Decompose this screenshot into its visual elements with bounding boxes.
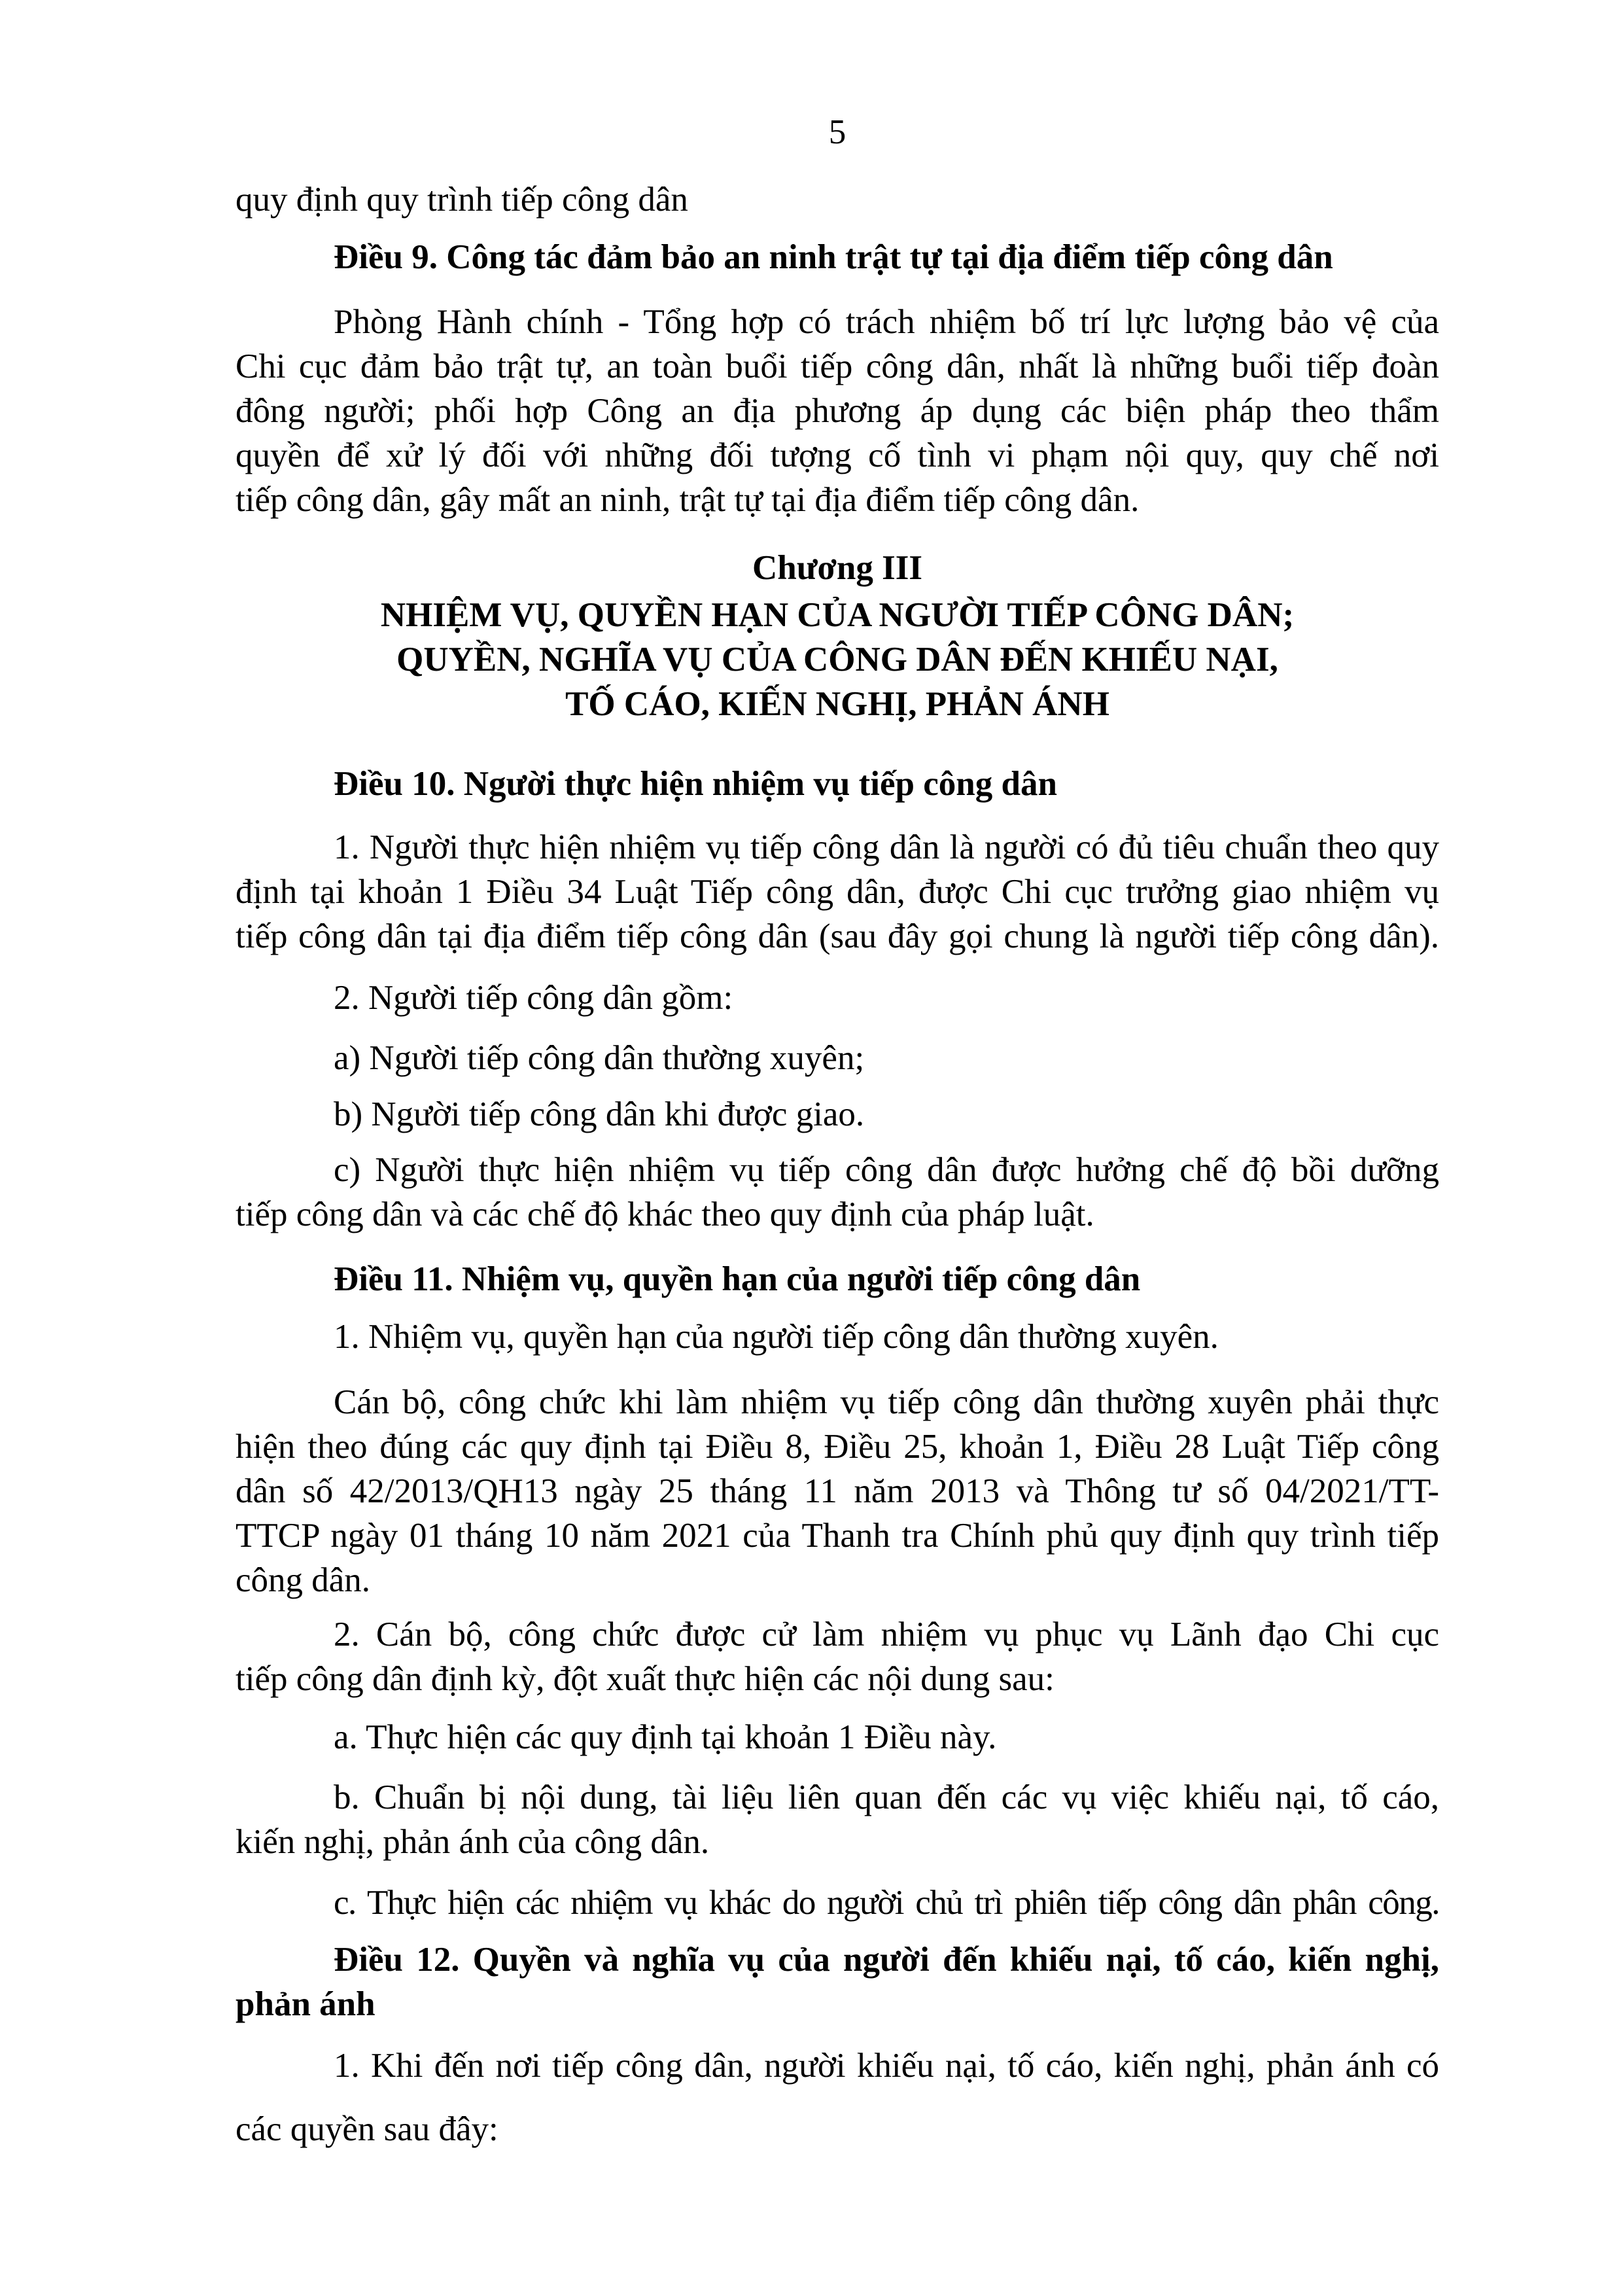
chapter-label: Chương III [752, 549, 922, 587]
paragraph-line: 1. Người thực hiện nhiệm vụ tiếp công dân là người có đủ tiêu chuẩn theo quy [334, 828, 1439, 866]
article-10-heading: Điều 10. Người thực hiện nhiệm vụ tiếp công dân [334, 765, 1057, 803]
paragraph-line: dân số 42/2013/QH13 ngày 25 tháng 11 năm 2013 và Thông tư số 04/2021/TT- [236, 1472, 1439, 1510]
article-10-clause-2: 2. Người tiếp công dân gồm: [334, 979, 733, 1017]
page-number: 5 [828, 113, 846, 151]
article-12-heading [236, 1937, 1439, 2026]
chapter-title-line: TỐ CÁO, KIẾN NGHỊ, PHẢN ÁNH [565, 685, 1109, 723]
paragraph-line: đông người; phối hợp Công an địa phương áp dụng các biện pháp theo thẩm [236, 392, 1439, 430]
document-page [236, 110, 1439, 2161]
paragraph-line: tiếp công dân định kỳ, đột xuất thực hiện các nội dung sau: [236, 1660, 1055, 1698]
paragraph-line: c) Người thực hiện nhiệm vụ tiếp công dân được hưởng chế độ bồi dưỡng [334, 1151, 1439, 1189]
article-10-point-b: b) Người tiếp công dân khi được giao. [334, 1095, 865, 1133]
paragraph-line: quyền để xử lý đối với những đối tượng cố tình vi phạm nội quy, quy chế nơi [236, 436, 1439, 474]
article-9-body [236, 300, 1439, 522]
article-11-point-a: a. Thực hiện các quy định tại khoản 1 Điều này. [334, 1718, 997, 1756]
article-11-point-c: c. Thực hiện các nhiệm vụ khác do người chủ trì phiên tiếp công dân phân công. [334, 1884, 1439, 1922]
paragraph-line: các quyền sau đây: [236, 2110, 498, 2148]
paragraph-line: TTCP ngày 01 tháng 10 năm 2021 của Thanh tra Chính phủ quy định quy trình tiếp [236, 1517, 1439, 1555]
article-10-point-a: a) Người tiếp công dân thường xuyên; [334, 1039, 865, 1077]
article-11-heading: Điều 11. Nhiệm vụ, quyền hạn của người tiếp công dân [334, 1260, 1141, 1298]
article-10-clause-1 [236, 825, 1439, 959]
paragraph-line: 2. Cán bộ, công chức được cử làm nhiệm vụ phục vụ Lãnh đạo Chi cục [334, 1616, 1439, 1653]
article-9-heading: Điều 9. Công tác đảm bảo an ninh trật tự tại địa điểm tiếp công dân [334, 238, 1333, 276]
heading-line: phản ánh [236, 1985, 375, 2023]
article-10-point-c [236, 1148, 1439, 1237]
paragraph-line: kiến nghị, phản ánh của công dân. [236, 1823, 710, 1861]
paragraph-line: Chi cục đảm bảo trật tự, an toàn buổi tiếp công dân, nhất là những buổi tiếp đoàn [236, 347, 1439, 385]
paragraph-line: công dân. [236, 1561, 371, 1599]
paragraph-line: 1. Khi đến nơi tiếp công dân, người khiếu nại, tố cáo, kiến nghị, phản ánh có [334, 2047, 1439, 2085]
paragraph-line: tiếp công dân và các chế độ khác theo quy định của pháp luật. [236, 1195, 1094, 1233]
paragraph-line: Cán bộ, công chức khi làm nhiệm vụ tiếp công dân thường xuyên phải thực [334, 1383, 1439, 1421]
article-11-clause-1-body [236, 1380, 1439, 1602]
chapter-title-line: NHIỆM VỤ, QUYỀN HẠN CỦA NGƯỜI TIẾP CÔNG DÂN; [380, 596, 1295, 634]
paragraph-line: tiếp công dân tại địa điểm tiếp công dân (sau đây gọi chung là người tiếp công dân). [236, 917, 1439, 955]
paragraph-line: tiếp công dân, gây mất an ninh, trật tự tại địa điểm tiếp công dân. [236, 481, 1140, 519]
chapter-title [236, 593, 1439, 726]
article-12-clause-1 [236, 2034, 1439, 2161]
paragraph-line: Phòng Hành chính - Tổng hợp có trách nhiệm bố trí lực lượng bảo vệ của [334, 303, 1439, 341]
continuation-line: quy định quy trình tiếp công dân [236, 181, 688, 219]
heading-line: Điều 12. Quyền và nghĩa vụ của người đến khiếu nại, tố cáo, kiến nghị, [334, 1941, 1439, 1979]
paragraph-line: hiện theo đúng các quy định tại Điều 8, Điều 25, khoản 1, Điều 28 Luật Tiếp công [236, 1428, 1439, 1466]
paragraph-line: b. Chuẩn bị nội dung, tài liệu liên quan đến các vụ việc khiếu nại, tố cáo, [334, 1778, 1439, 1816]
article-11-clause-2 [236, 1612, 1439, 1701]
paragraph-line: định tại khoản 1 Điều 34 Luật Tiếp công dân, được Chi cục trưởng giao nhiệm vụ [236, 873, 1439, 911]
article-11-point-b [236, 1775, 1439, 1864]
article-11-clause-1: 1. Nhiệm vụ, quyền hạn của người tiếp công dân thường xuyên. [334, 1318, 1219, 1356]
chapter-title-line: QUYỀN, NGHĨA VỤ CỦA CÔNG DÂN ĐẾN KHIẾU NẠI, [396, 641, 1278, 679]
